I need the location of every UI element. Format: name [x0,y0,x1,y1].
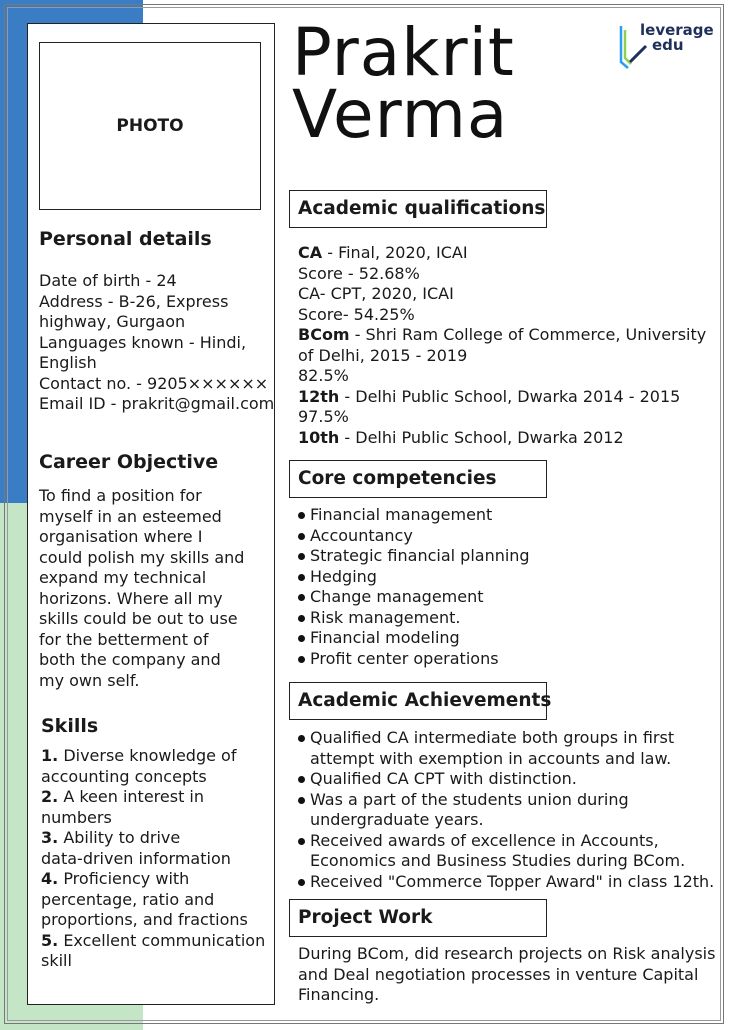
list-item [298,526,723,547]
career-line: expand my technical [39,568,207,587]
academic-entry [298,284,718,305]
academic-entry-detail: - Final, 2020, ICAI [322,243,468,262]
career-line: To find a position for [39,486,202,505]
academic-entry [298,407,718,428]
academic-entry-title: 10th [298,427,340,447]
bullet-icon [298,553,305,560]
list-item [298,628,723,649]
list-item [298,728,723,769]
bullet-icon [298,656,305,663]
list-item [298,567,723,588]
project-line: Financing. [298,985,380,1004]
bullet-icon [298,594,305,601]
career-line: my own self. [39,670,140,690]
academic-entry-detail: of Delhi, 2015 - 2019 [298,345,468,365]
personal-line: Email ID - prakrit@gmail.com [39,394,275,413]
skill-item [41,746,273,767]
list-item [298,608,723,629]
first-name: Prakrit [292,14,515,91]
list-item-text: Strategic financial planning [310,546,530,565]
project-work-text [298,944,718,1006]
academic-entry-detail: - Delhi Public School, Dwarka 2014 - 2015 [339,386,681,406]
career-line: myself in an esteemed [39,506,222,526]
leverage-edu-logo [618,22,714,70]
list-item-text: Was a part of the students union during [310,789,629,809]
skill-text: percentage, ratio and [41,889,215,909]
personal-line: Address - B-26, Express [39,291,229,311]
last-name: Verma [292,76,509,153]
list-item-text: Change management [310,587,484,606]
academic-entry [298,366,718,387]
career-objective-text [39,486,275,691]
academic-entry [298,346,718,367]
project-line: and Deal negotiation processes in venture Capital [298,964,699,984]
list-item-text: Profit center operations [310,648,499,668]
bullet-icon [298,735,305,742]
personal-details-list [39,271,275,415]
list-item [298,649,723,670]
list-item-text: Hedging [310,566,377,586]
list-item [298,505,723,526]
list-item [298,546,723,567]
career-line: organisation where I [39,527,203,546]
academic-entry-title: CA [298,243,323,262]
list-item-text: Received "Commerce Topper Award" in class 12th. [310,871,715,891]
skill-number: 2. [41,787,59,806]
academic-entry-detail: Score - 52.68% [298,263,420,283]
academic-entry [298,264,718,285]
list-item-text: Financial modeling [310,628,460,647]
skills-heading: Skills [41,715,99,737]
skill-text: Proficiency with [63,869,190,888]
career-line: skills could be out to use [39,609,238,628]
list-item-text: Qualified CA intermediate both groups in first [310,728,675,747]
list-item [298,790,723,831]
skill-item [41,931,273,952]
career-line: horizons. Where all my [39,588,223,608]
academic-entry-detail: CA- CPT, 2020, ICAI [298,284,454,303]
academic-qualifications-list [298,243,718,448]
list-item-text: Qualified CA CPT with distinction. [310,769,577,788]
list-item-text: Financial management [310,505,493,524]
list-item [298,769,723,790]
bullet-icon [298,615,305,622]
list-item [298,831,723,872]
bullet-icon [298,776,305,783]
personal-line: Languages known - Hindi, [39,332,247,352]
skill-text: Ability to drive [63,828,181,847]
candidate-name [292,14,515,153]
bullet-icon [298,879,305,886]
bullet-icon [298,635,305,642]
bullet-icon [298,838,305,845]
personal-line: English [39,353,97,372]
bullet-icon [298,797,305,804]
list-item [298,587,723,608]
skill-number: 1. [41,746,59,765]
academic-entry-title: BCom [298,325,350,344]
skill-text: data-driven information [41,848,231,868]
career-line: both the company and [39,650,221,669]
academic-entry-detail: 97.5% [298,407,349,426]
core-competencies-heading: Core competencies [289,460,547,498]
skill-text: skill [41,951,72,970]
list-item-text: Received awards of excellence in Accounts, [310,830,659,850]
skill-text: Diverse knowledge of [63,746,237,765]
bullet-icon [298,512,305,519]
academic-achievements-list [298,728,723,892]
list-item-text: Economics and Business Studies during BCom. [310,851,686,870]
academic-entry [298,428,718,449]
list-item-text: Accountancy [310,525,413,545]
skill-text: Excellent communication [63,930,266,950]
skill-number: 5. [41,930,59,950]
skills-list [41,746,273,972]
skill-number: 4. [41,869,59,888]
academic-entry-detail: - Delhi Public School, Dwarka 2012 [339,427,624,447]
academic-qualifications-heading: Academic qualifications [289,190,547,228]
skill-number: 3. [41,828,59,847]
skill-text: accounting concepts [41,766,207,786]
list-item [298,872,723,893]
academic-entry [298,387,718,408]
personal-line: Contact no. - 9205×××××× [39,373,269,393]
photo-label: PHOTO [116,116,184,136]
academic-entry [298,305,718,326]
skill-text: proportions, and fractions [41,910,248,929]
bullet-icon [298,533,305,540]
personal-line: Date of birth - 24 [39,271,177,290]
career-line: for the betterment of [39,629,209,649]
academic-entry-title: 12th [298,386,340,406]
photo-placeholder [39,42,261,210]
personal-line: highway, Gurgaon [39,312,186,331]
project-work-heading: Project Work [289,899,547,937]
academic-entry-detail: Score- 54.25% [298,304,415,324]
academic-entry-detail: - Shri Ram College of Commerce, University [349,325,707,344]
list-item-text: undergraduate years. [310,810,484,829]
logo-line-2: edu [652,36,684,54]
project-line: During BCom, did research projects on Risk analysis [298,944,716,963]
list-item-text: Risk management. [310,607,461,627]
logo-line-1: leverage [640,21,714,39]
academic-entry-detail: 82.5% [298,366,349,385]
skill-text: numbers [41,807,112,827]
academic-entry [298,325,718,346]
personal-details-heading: Personal details [39,228,212,250]
core-competencies-list [298,505,723,669]
bullet-icon [298,574,305,581]
academic-achievements-heading: Academic Achievements [289,682,547,720]
career-objective-heading: Career Objective [39,451,219,473]
academic-entry [298,243,718,264]
career-line: could polish my skills and [39,547,245,567]
list-item-text: attempt with exemption in accounts and law. [310,748,672,768]
skill-text: A keen interest in [63,787,205,806]
skill-item [41,828,273,849]
skill-item [41,787,273,808]
skill-item [41,869,273,890]
